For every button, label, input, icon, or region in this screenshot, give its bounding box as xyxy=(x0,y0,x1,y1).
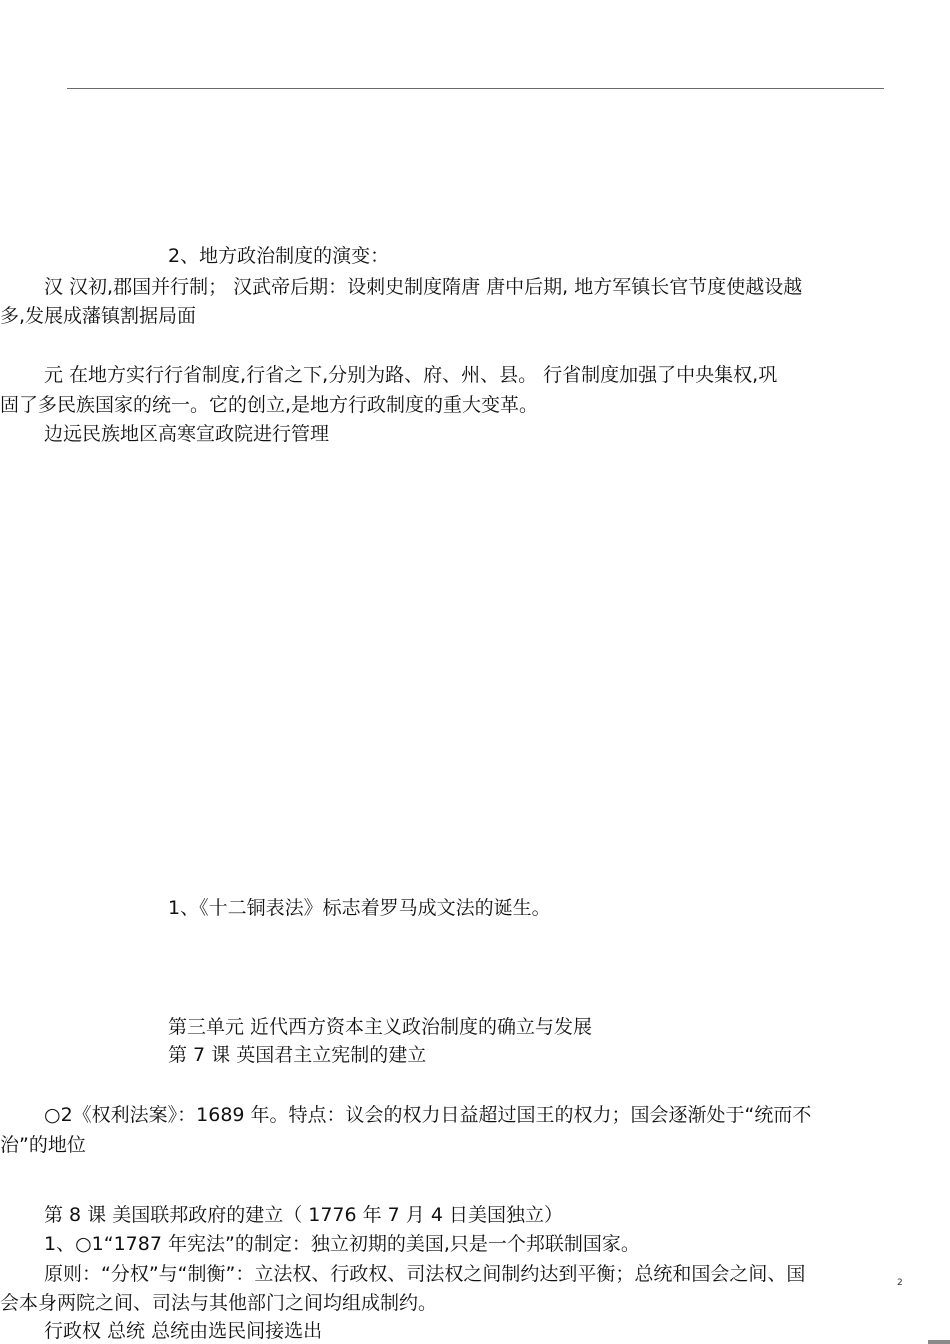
bill-of-rights-line-1: ○2《权利法案》：1689 年。特点：议会的权力日益超过国王的权力；国会逐渐处于“统而不 xyxy=(44,1104,812,1126)
unit-title: 第三单元 近代西方资本主义政治制度的确立与发展 xyxy=(168,1016,593,1038)
yuan-paragraph-line-2: 固了多民族国家的统一。它的创立,是地方行政制度的重大变革。 xyxy=(0,394,539,416)
corner-mark xyxy=(928,1340,950,1344)
yuan-paragraph-line-1: 元 在地方实行行省制度,行省之下,分别为路、府、州、县。 行省制度加强了中央集权,巩 xyxy=(44,364,778,386)
page-number: 2 xyxy=(897,1278,903,1288)
header-rule xyxy=(67,88,884,89)
han-paragraph-line-2: 多,发展成藩镇割据局面 xyxy=(0,305,197,327)
executive-power-line: 行政权 总统 总统由选民间接选出 xyxy=(44,1320,323,1342)
section-heading-local-gov: 2、地方政治制度的演变： xyxy=(168,245,390,267)
constitution-item: 1、○1“1787 年宪法”的制定：独立初期的美国,只是一个邦联制国家。 xyxy=(44,1233,640,1255)
han-paragraph-line-1: 汉 汉初,郡国并行制； 汉武帝后期：设刺史制度隋唐 唐中后期, 地方军镇长官节度使越设越 xyxy=(44,276,803,298)
frontier-paragraph: 边远民族地区高寒宣政院进行管理 xyxy=(44,423,330,445)
roman-law-item: 1、《十二铜表法》标志着罗马成文法的诞生。 xyxy=(168,897,551,919)
principle-line-1: 原则：“分权”与“制衡”：立法权、行政权、司法权之间制约达到平衡；总统和国会之间、国 xyxy=(44,1263,806,1285)
principle-line-2: 会本身两院之间、司法与其他部门之间均组成制约。 xyxy=(0,1292,438,1314)
bill-of-rights-line-2: 治”的地位 xyxy=(0,1134,86,1156)
lesson7-title: 第 7 课 英国君主立宪制的建立 xyxy=(168,1044,427,1066)
lesson8-title: 第 8 课 美国联邦政府的建立（ 1776 年 7 月 4 日美国独立） xyxy=(44,1204,563,1226)
